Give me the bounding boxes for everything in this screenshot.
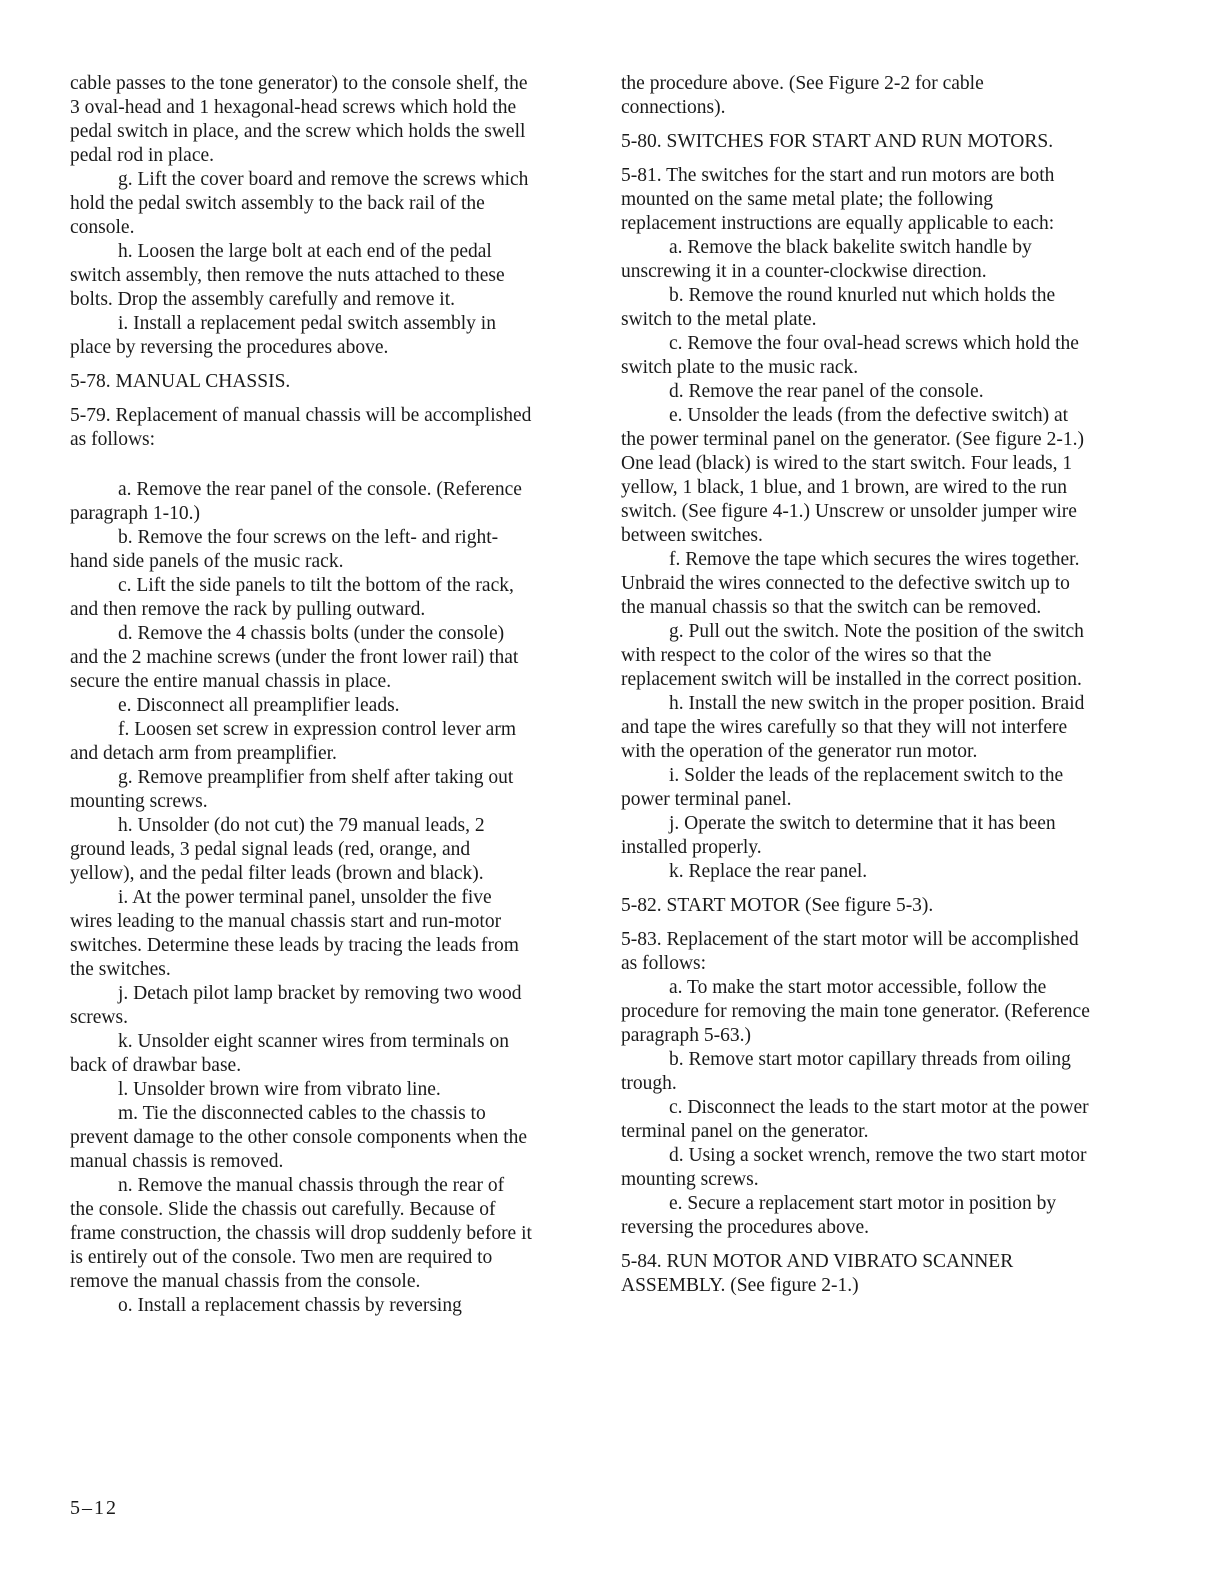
section-heading-5-84: 5-84. RUN MOTOR AND VIBRATO SCANNER ASSEMBLY. (See figure 2-1.) [621,1251,1014,1296]
step-item: e. Disconnect all preamplifier leads. [118,695,400,716]
step-item: n. Remove the manual chassis through the rear of the console. Slide the chassis out carefully. Because of frame construction, the chassis will drop suddenly before it is entirely out of the console. Two men are required to remove the manual chassis from the console. [70,1175,532,1292]
paragraph-5-83: 5-83. Replacement of the start motor will be accomplished as follows: [621,929,1079,974]
left-column [70,72,532,1318]
step-item: d. Using a socket wrench, remove the two start motor mounting screws. [621,1145,1087,1190]
step-item: k. Unsolder eight scanner wires from terminals on back of drawbar base. [70,1031,509,1076]
step-item: o. Install a replacement chassis by reversing [118,1295,462,1316]
continued-text: cable passes to the tone generator) to the console shelf, the 3 oval-head and 1 hexagonal-head screws which hold the pedal switch in place, and the screw which holds the swell pedal rod in place. [70,73,528,166]
step-item: b. Remove the round knurled nut which holds the switch to the metal plate. [621,285,1056,330]
step-item: g. Pull out the switch. Note the position of the switch with respect to the color of the wires so that the replacement switch will be installed in the correct position. [621,621,1084,690]
step-item: g. Remove preamplifier from shelf after taking out mounting screws. [70,767,514,812]
step-item: g. Lift the cover board and remove the screws which hold the pedal switch assembly to the back rail of the console. [70,169,529,238]
step-item: e. Secure a replacement start motor in position by reversing the procedures above. [621,1193,1057,1238]
step-item: i. Install a replacement pedal switch assembly in place by reversing the procedures above. [70,313,496,358]
step-item: a. Remove the black bakelite switch handle by unscrewing it in a counter-clockwise direction. [621,237,1032,282]
step-item: a. Remove the rear panel of the console. (Reference paragraph 1-10.) [70,479,522,524]
section-heading-5-82: 5-82. START MOTOR (See figure 5-3). [621,895,934,916]
right-column [621,72,1091,1308]
step-item: b. Remove start motor capillary threads from oiling trough. [621,1049,1071,1094]
step-item: f. Remove the tape which secures the wires together. Unbraid the wires connected to the defective switch up to the manual chassis so that the switch can be removed. [621,549,1080,618]
step-item: j. Detach pilot lamp bracket by removing two wood screws. [70,983,522,1028]
step-item: a. To make the start motor accessible, follow the procedure for removing the main tone generator. (Reference paragraph 5-63.) [621,977,1090,1046]
step-item: d. Remove the rear panel of the console. [669,381,984,402]
step-item: i. Solder the leads of the replacement switch to the power terminal panel. [621,765,1064,810]
step-item: i. At the power terminal panel, unsolder the five wires leading to the manual chassis start and run-motor switches. Determine these leads by tracing the leads from the switches. [70,887,519,980]
paragraph-5-81: 5-81. The switches for the start and run motors are both mounted on the same metal plate; the following replacement instructions are equally applicable to each: [621,165,1055,234]
step-item: k. Replace the rear panel. [669,861,868,882]
step-item: l. Unsolder brown wire from vibrato line. [118,1079,441,1100]
step-item: h. Unsolder (do not cut) the 79 manual leads, 2 ground leads, 3 pedal signal leads (red, orange, and yellow), and the pedal filter leads (brown and black). [70,815,485,884]
section-heading-5-80: 5-80. SWITCHES FOR START AND RUN MOTORS. [621,131,1054,152]
step-item: c. Lift the side panels to tilt the bottom of the rack, and then remove the rack by pulling outward. [70,575,514,620]
paragraph-5-79: 5-79. Replacement of manual chassis will be accomplished as follows: [70,405,532,450]
step-item: h. Install the new switch in the proper position. Braid and tape the wires carefully so that they will not interfere with the operation of the generator run motor. [621,693,1085,762]
step-item: d. Remove the 4 chassis bolts (under the console) and the 2 machine screws (under the front lower rail) that secure the entire manual chassis in place. [70,623,519,692]
step-item: h. Loosen the large bolt at each end of the pedal switch assembly, then remove the nuts attached to these bolts. Drop the assembly carefully and remove it. [70,241,505,310]
step-item: m. Tie the disconnected cables to the chassis to prevent damage to the other console components when the manual chassis is removed. [70,1103,528,1172]
section-heading-5-78: 5-78. MANUAL CHASSIS. [70,371,291,392]
step-item: c. Remove the four oval-head screws which hold the switch plate to the music rack. [621,333,1079,378]
step-item: j. Operate the switch to determine that it has been installed properly. [621,813,1056,858]
page-number: 5–12 [70,1497,118,1519]
continued-text: the procedure above. (See Figure 2-2 for cable connections). [621,73,984,118]
step-item: b. Remove the four screws on the left- and right-hand side panels of the music rack. [70,527,499,572]
step-item: c. Disconnect the leads to the start motor at the power terminal panel on the generator. [621,1097,1089,1142]
step-item: e. Unsolder the leads (from the defective switch) at the power terminal panel on the generator. (See figure 2-1.) One lead (black) is wired to the start switch. Four leads, 1 yellow, 1 black, 1 blue, and 1 brown, are wired to the run switch. (See figure 4-1.) Unscrew or unsolder jumper wire between switches. [621,405,1084,546]
step-item: f. Loosen set screw in expression control lever arm and detach arm from preamplifier. [70,719,516,764]
paragraph-gap [70,452,532,478]
